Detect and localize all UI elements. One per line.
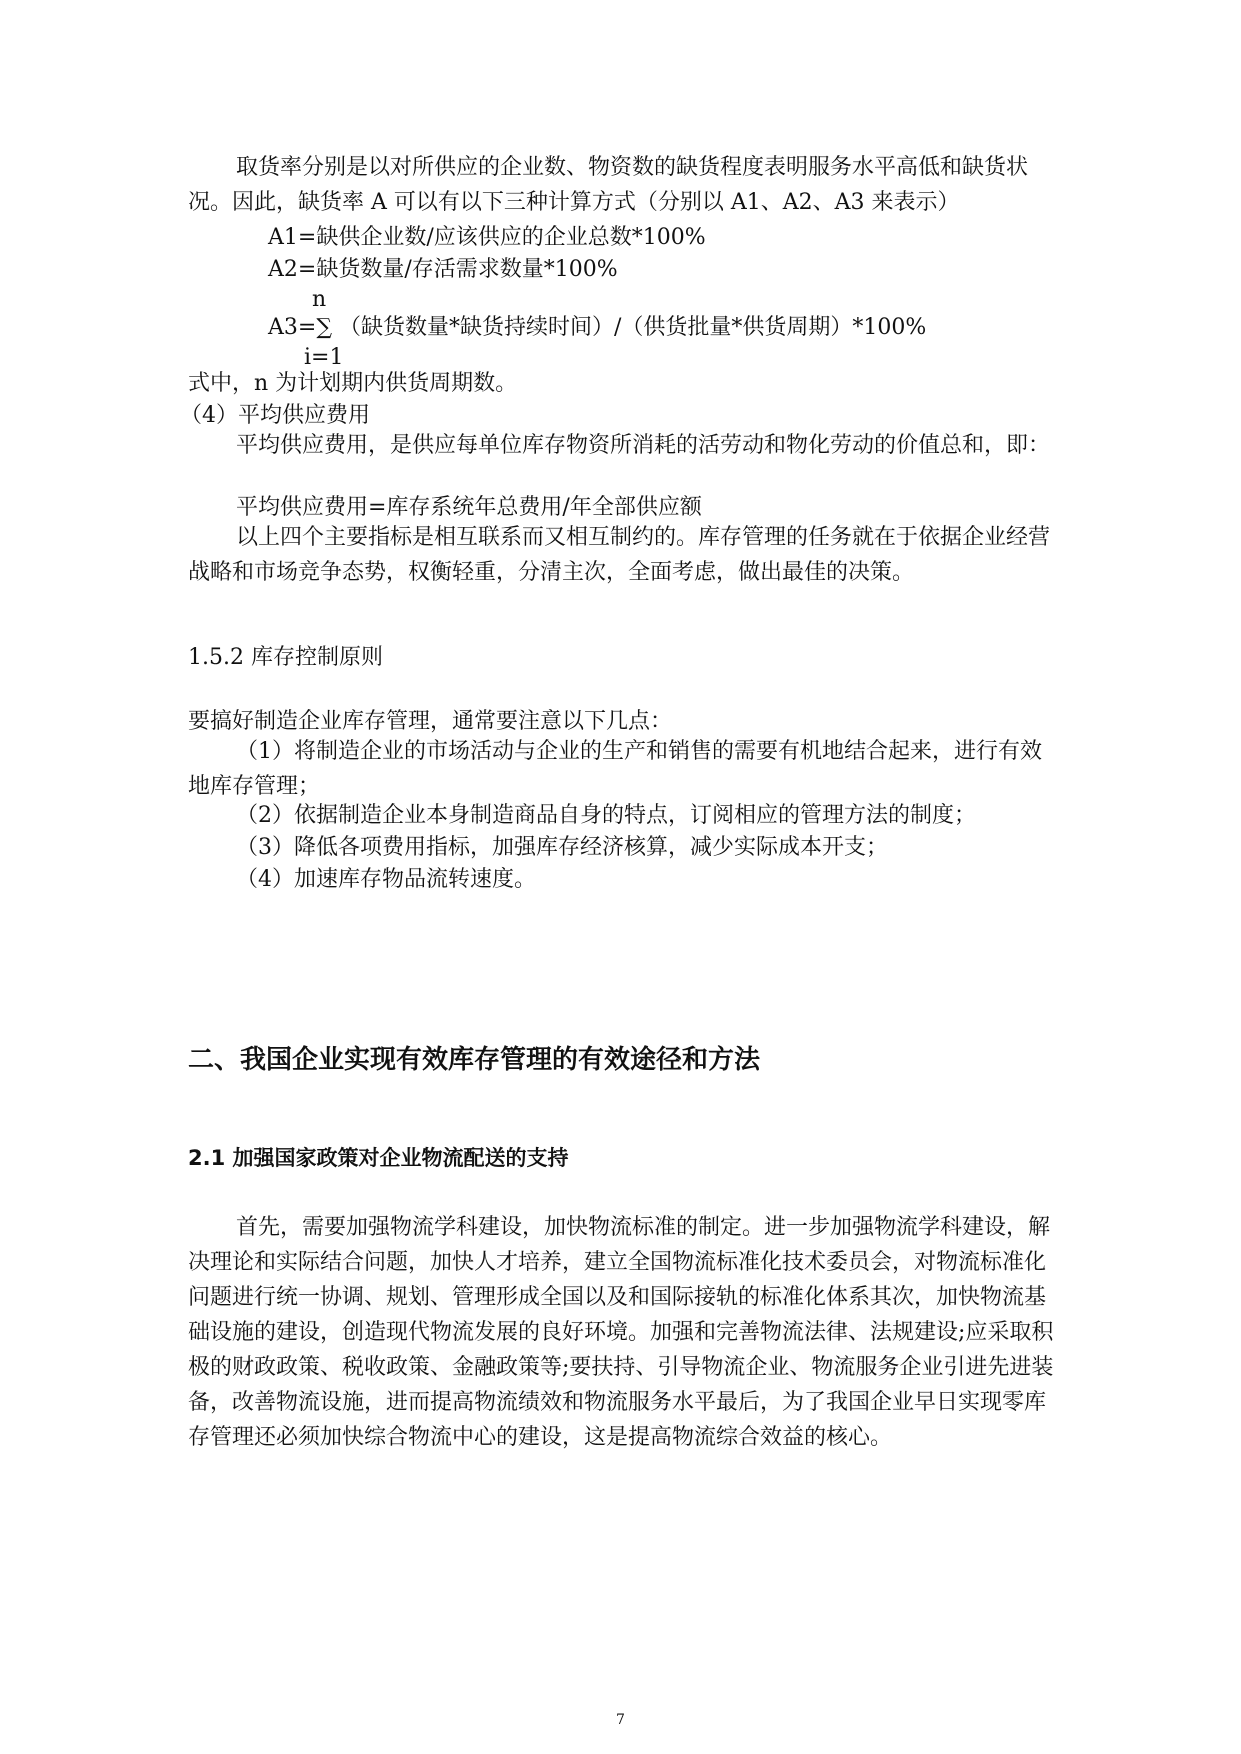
list-item-3: （3）降低各项费用指标，加强库存经济核算，减少实际成本开支； — [236, 835, 888, 860]
section-heading-1-5-2: 1.5.2 库存控制原则 — [188, 645, 383, 670]
paragraph-key-points-intro: 要搞好制造企业库存管理，通常要注意以下几点： — [188, 709, 673, 734]
paragraph-stockout-rate: 取货率分别是以对所供应的企业数、物资数的缺货程度表明服务水平高低和缺货状况。因此，缺货率 A 可以有以下三种计算方式（分别以 A1、A2、A3 来表示） — [188, 155, 1029, 215]
formula-a3-upper-limit: n — [312, 287, 327, 312]
list-item-2: （2）依据制造企业本身制造商品自身的特点，订阅相应的管理方法的制度； — [236, 803, 976, 828]
paragraph-policy-support: 首先，需要加强物流学科建设，加快物流标准的制定。进一步加强物流学科建设，解决理论和实际结合问题，加快人才培养，建立全国物流标准化技术委员会，对物流标准化问题进行统一协调、规划、管理形成全国以及和国际接轨的标准化体系其次，加快物流基础设施的建设，创造现代物流发展的良好环境。加强和完善物流法律、法规建设;应采取积极的财政政策、税收政策、金融政策等;要扶持、引导物流企业、物流服务企业引进先进装备，改善物流设施，进而提高物流绩效和物流服务水平最后，为了我国企业早日实现零库存管理还必须加快综合物流中心的建设，这是提高物流综合效益的核心。 — [188, 1215, 1054, 1450]
section-heading-2-1: 2.1 加强国家政策对企业物流配送的支持 — [188, 1146, 569, 1170]
formula-a1: A1=缺供企业数/应该供应的企业总数*100% — [268, 225, 706, 250]
formula-a2: A2=缺货数量/存活需求数量*100% — [268, 257, 618, 282]
list-item-1: （1）将制造企业的市场活动与企业的生产和销售的需要有机地结合起来，进行有效地库存管理； — [188, 739, 1042, 799]
formula-average-supply-cost: 平均供应费用=库存系统年总费用/年全部供应额 — [236, 495, 702, 520]
formula-note: 式中，n 为计划期内供货周期数。 — [188, 371, 518, 396]
formula-a3: A3=∑ （缺货数量*缺货持续时间）/（供货批量*供货周期）*100% — [268, 315, 927, 340]
subitem-average-supply-cost: （4）平均供应费用 — [180, 403, 370, 428]
page-number: 7 — [616, 1712, 625, 1728]
formula-a3-lower-limit: i=1 — [304, 345, 344, 370]
chapter-heading: 二、我国企业实现有效库存管理的有效途径和方法 — [188, 1045, 761, 1075]
list-item-4: （4）加速库存物品流转速度。 — [236, 867, 536, 892]
paragraph-indicators-summary: 以上四个主要指标是相互联系而又相互制约的。库存管理的任务就在于依据企业经营战略和市场竞争态势，权衡轻重，分清主次，全面考虑，做出最佳的决策。 — [188, 525, 1051, 585]
paragraph-average-supply-cost: 平均供应费用，是供应每单位库存物资所消耗的活劳动和物化劳动的价值总和，即： — [236, 433, 1051, 458]
